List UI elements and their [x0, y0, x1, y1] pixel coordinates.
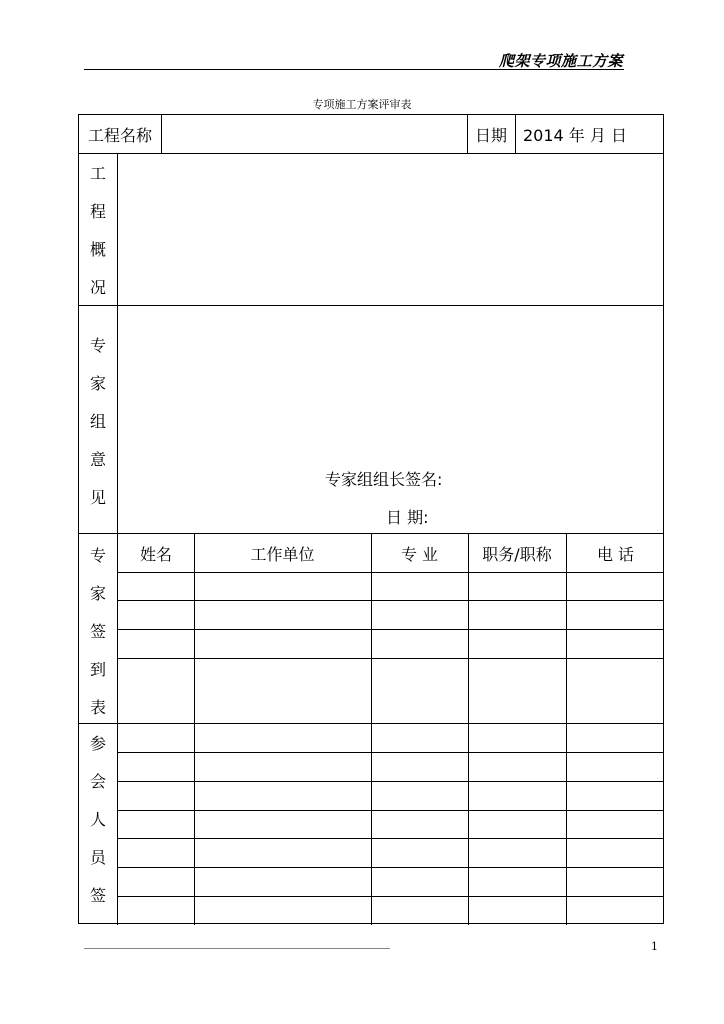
divider: [79, 723, 663, 724]
review-form-table: [78, 114, 664, 924]
header-title: 爬架专项施工方案: [498, 52, 623, 70]
divider: [117, 896, 663, 897]
col-header-specialty: 专 业: [400, 544, 439, 564]
leader-signature-label: 专家组组长签名:: [325, 470, 443, 489]
divider: [117, 629, 663, 630]
col-header-title: 职务/职称: [482, 544, 552, 564]
col-header-name: 姓名: [139, 544, 172, 564]
footer-divider: [84, 948, 390, 949]
project-name-label: 工程名称: [87, 125, 152, 145]
divider: [117, 810, 663, 811]
col-header-unit: 工作单位: [250, 544, 315, 564]
divider: [117, 572, 663, 573]
date-label: 日期: [474, 125, 507, 145]
signin-label: 专 家 签 到 表: [89, 546, 106, 717]
col-header-phone: 电 话: [596, 544, 635, 564]
project-name-field[interactable]: [162, 115, 467, 153]
divider: [117, 838, 663, 839]
header-divider: [84, 69, 624, 70]
page-number: 1: [651, 940, 658, 953]
divider: [117, 781, 663, 782]
date-field[interactable]: 2014 年 月 日: [523, 125, 627, 145]
form-caption: 专项施工方案评审表: [312, 98, 412, 111]
overview-content[interactable]: [118, 154, 665, 304]
divider: [117, 752, 663, 753]
divider: [117, 600, 663, 601]
divider: [117, 658, 663, 659]
opinion-label: 专 家 组 意 见: [89, 336, 106, 507]
attendees-label: 参 会 人 员 签: [89, 734, 106, 905]
overview-label: 工 程 概 况: [89, 164, 106, 297]
opinion-content[interactable]: [118, 306, 665, 533]
opinion-date-label: 日 期:: [386, 508, 429, 527]
divider: [117, 867, 663, 868]
